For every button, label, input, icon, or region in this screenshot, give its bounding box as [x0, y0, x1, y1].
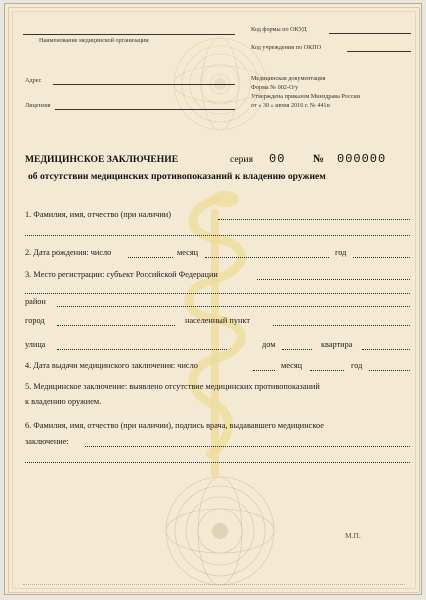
caduceus-watermark — [155, 189, 275, 489]
document-title: МЕДИЦИНСКОЕ ЗАКЛЮЧЕНИЕ — [25, 154, 179, 165]
doctor-field[interactable] — [85, 446, 410, 447]
license-label: Лицензия — [25, 102, 51, 109]
issue-month-label: месяц — [281, 361, 303, 370]
license-line — [55, 109, 235, 110]
series-label: серия — [230, 154, 253, 165]
birth-day-field[interactable] — [128, 257, 173, 258]
settlement-field[interactable] — [273, 325, 410, 326]
birth-month-label: месяц — [177, 248, 199, 257]
house-field[interactable] — [282, 349, 312, 350]
street-label: улица — [25, 340, 46, 349]
org-name-label: Наименование медицинской организации — [39, 37, 149, 44]
doc-type: Медицинская документация — [251, 75, 326, 82]
conclusion-text-2: к владению оружием. — [25, 397, 102, 406]
doctor-field-2[interactable] — [25, 462, 410, 463]
address-label: Адрес — [25, 77, 42, 84]
district-field[interactable] — [57, 306, 410, 307]
approval-date: от « 30 » июня 2016 г. № 441н — [251, 102, 330, 109]
birth-date-label: 2. Дата рождения: число — [25, 248, 112, 257]
birth-year-field[interactable] — [353, 257, 410, 258]
issue-month-field[interactable] — [310, 370, 344, 371]
series-value: 00 — [269, 152, 286, 166]
number-label: № — [313, 153, 325, 165]
region-field-2[interactable] — [25, 293, 410, 294]
issue-day-field[interactable] — [253, 370, 275, 371]
form-number: Форма № 002-О/у — [251, 84, 299, 91]
district-label: район — [25, 297, 46, 306]
full-name-field-2[interactable] — [25, 235, 410, 236]
apartment-field[interactable] — [362, 349, 410, 350]
doctor-label-2: заключение: — [25, 437, 69, 446]
issue-date-label: 4. Дата выдачи медицинского заключения: число — [25, 361, 198, 370]
apartment-label: квартира — [321, 340, 353, 349]
full-name-label: 1. Фамилия, имя, отчество (при наличии) — [25, 210, 172, 219]
birth-year-label: год — [335, 248, 347, 257]
org-name-line — [23, 34, 235, 35]
okpo-label: Код учреждения по ОКПО — [251, 44, 322, 51]
approval-order: Утверждена приказом Минздрава России — [251, 93, 361, 100]
city-label: город — [25, 316, 45, 325]
full-name-field[interactable] — [218, 219, 410, 220]
settlement-label: населенный пункт — [185, 316, 250, 325]
address-line — [53, 84, 235, 85]
okud-line — [329, 33, 411, 34]
microprint-line — [23, 584, 405, 585]
house-label: дом — [262, 340, 276, 349]
issue-year-field[interactable] — [369, 370, 410, 371]
stamp-place: М.П. — [345, 531, 361, 540]
rosette-watermark-bottom — [145, 474, 295, 589]
okud-label: Код формы по ОКУД — [251, 26, 307, 33]
medical-certificate-form — [4, 3, 422, 595]
doctor-label-1: 6. Фамилия, имя, отчество (при наличии), подпись врача, выдававшего медицинское — [25, 421, 324, 430]
street-field[interactable] — [57, 349, 227, 350]
conclusion-text-1: 5. Медицинское заключение: выявлено отсутствие медицинских противопоказаний — [25, 382, 320, 391]
okpo-line — [347, 51, 411, 52]
birth-month-field[interactable] — [205, 257, 329, 258]
city-field[interactable] — [57, 325, 175, 326]
number-value: 000000 — [337, 152, 387, 166]
document-subtitle: об отсутствии медицинских противопоказаний к владению оружием — [28, 171, 326, 182]
region-field[interactable] — [257, 279, 410, 280]
issue-year-label: год — [351, 361, 363, 370]
registration-label: 3. Место регистрации: субъект Российской Федерации — [25, 270, 218, 279]
